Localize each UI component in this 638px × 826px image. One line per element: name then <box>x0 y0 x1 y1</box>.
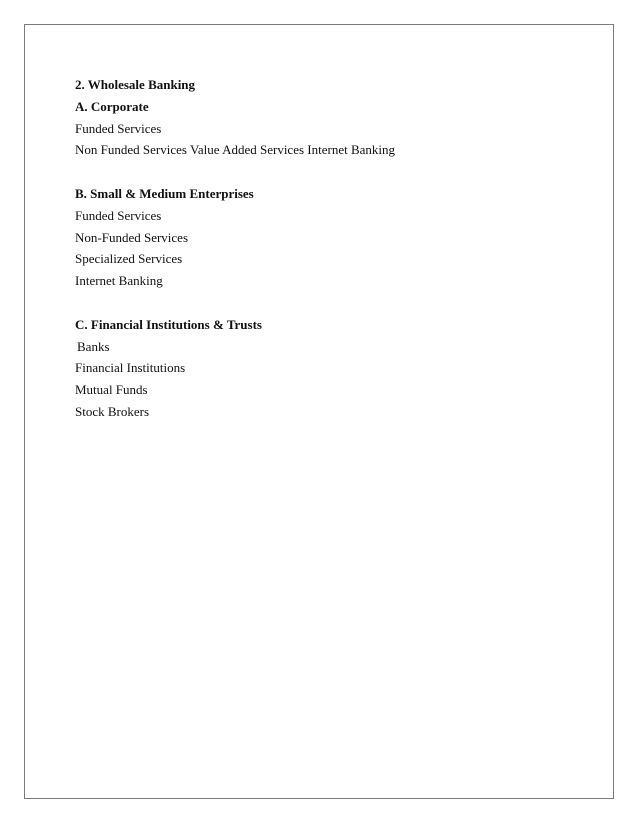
financial-institutions-item: Financial Institutions <box>75 360 186 376</box>
section-title: 2. Wholesale Banking <box>75 77 196 92</box>
paragraph-gap <box>75 161 595 183</box>
sme-item: Internet Banking <box>75 273 163 289</box>
corporate-item: Non Funded Services Value Added Services Internet Banking <box>75 142 395 158</box>
financial-institutions-item: Mutual Funds <box>75 382 148 398</box>
corporate-heading: A. Corporate <box>75 98 149 114</box>
document-body <box>75 74 595 423</box>
sme-item: Funded Services <box>75 207 162 223</box>
corporate-item: Funded Services <box>75 120 162 136</box>
sme-item: Non-Funded Services <box>75 229 189 245</box>
sme-item: Specialized Services <box>75 251 183 267</box>
financial-institutions-item: Stock Brokers <box>75 403 150 419</box>
paragraph-gap <box>75 292 595 314</box>
financial-institutions-heading: C. Financial Institutions & Trusts <box>75 316 262 332</box>
sme-heading: B. Small & Medium Enterprises <box>75 185 254 201</box>
financial-institutions-item: Banks <box>77 338 110 354</box>
